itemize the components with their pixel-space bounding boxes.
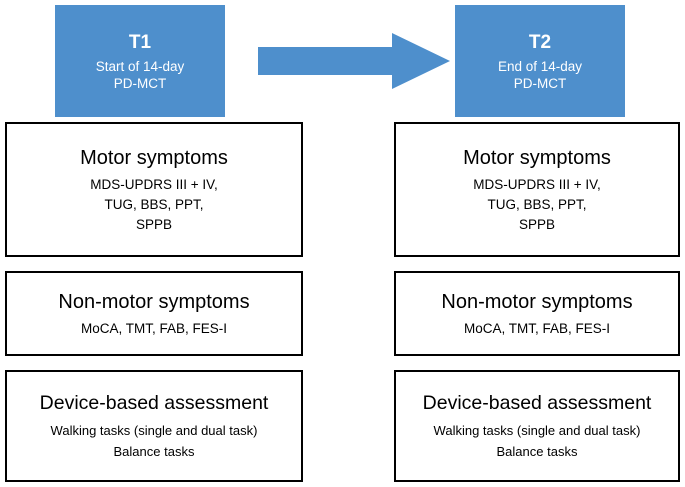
motor-symptoms-line-t2-2: TUG, BBS, PPT, xyxy=(487,196,587,212)
device-assessment-line-t1-2: Balance tasks xyxy=(113,444,195,459)
device-assessment-title-t1: Device-based assessment xyxy=(39,392,269,414)
non-motor-symptoms-line-t1-1: MoCA, TMT, FAB, FES-I xyxy=(80,320,228,336)
device-assessment-box-t1 xyxy=(5,370,303,482)
device-assessment-line-t1-1: Walking tasks (single and dual task) xyxy=(50,423,258,438)
non-motor-symptoms-box-t1 xyxy=(5,271,303,356)
device-assessment-title-t2: Device-based assessment xyxy=(422,392,652,414)
non-motor-symptoms-line-t2-1: MoCA, TMT, FAB, FES-I xyxy=(463,320,611,336)
right-arrow-icon xyxy=(258,33,450,89)
non-motor-symptoms-items-t2 xyxy=(464,319,610,339)
motor-symptoms-line-t2-3: SPPB xyxy=(518,216,556,232)
device-assessment-items-t1 xyxy=(51,420,258,462)
motor-symptoms-line-t1-3: SPPB xyxy=(135,216,173,232)
non-motor-symptoms-title-t1: Non-motor symptoms xyxy=(58,290,250,313)
device-assessment-box-t2 xyxy=(394,370,680,482)
motor-symptoms-items-t2 xyxy=(473,175,600,235)
device-assessment-items-t2 xyxy=(434,420,641,462)
timepoint-box-t1 xyxy=(55,5,225,117)
timepoint-t2-title: T2 xyxy=(528,31,552,53)
non-motor-symptoms-items-t1 xyxy=(81,319,227,339)
device-assessment-line-t2-2: Balance tasks xyxy=(496,444,578,459)
motor-symptoms-line-t2-1: MDS-UPDRS III + IV, xyxy=(473,176,601,192)
non-motor-symptoms-box-t2 xyxy=(394,271,680,356)
timepoint-t1-subtitle-line1: Start of 14-day xyxy=(95,58,185,74)
timepoint-t2-subtitle-line2: PD-MCT xyxy=(513,75,567,91)
motor-symptoms-line-t1-2: TUG, BBS, PPT, xyxy=(104,196,204,212)
motor-symptoms-box-t1 xyxy=(5,122,303,257)
timepoint-box-t2 xyxy=(455,5,625,117)
timepoint-t1-title: T1 xyxy=(128,31,152,53)
motor-symptoms-title-t2: Motor symptoms xyxy=(463,146,611,169)
timepoint-t2-subtitle-line1: End of 14-day xyxy=(497,58,583,74)
non-motor-symptoms-title-t2: Non-motor symptoms xyxy=(441,290,633,313)
motor-symptoms-title-t1: Motor symptoms xyxy=(80,146,228,169)
timepoint-t1-subtitle-line2: PD-MCT xyxy=(113,75,167,91)
motor-symptoms-items-t1 xyxy=(90,175,217,235)
device-assessment-line-t2-1: Walking tasks (single and dual task) xyxy=(433,423,641,438)
motor-symptoms-box-t2 xyxy=(394,122,680,257)
motor-symptoms-line-t1-1: MDS-UPDRS III + IV, xyxy=(90,176,218,192)
